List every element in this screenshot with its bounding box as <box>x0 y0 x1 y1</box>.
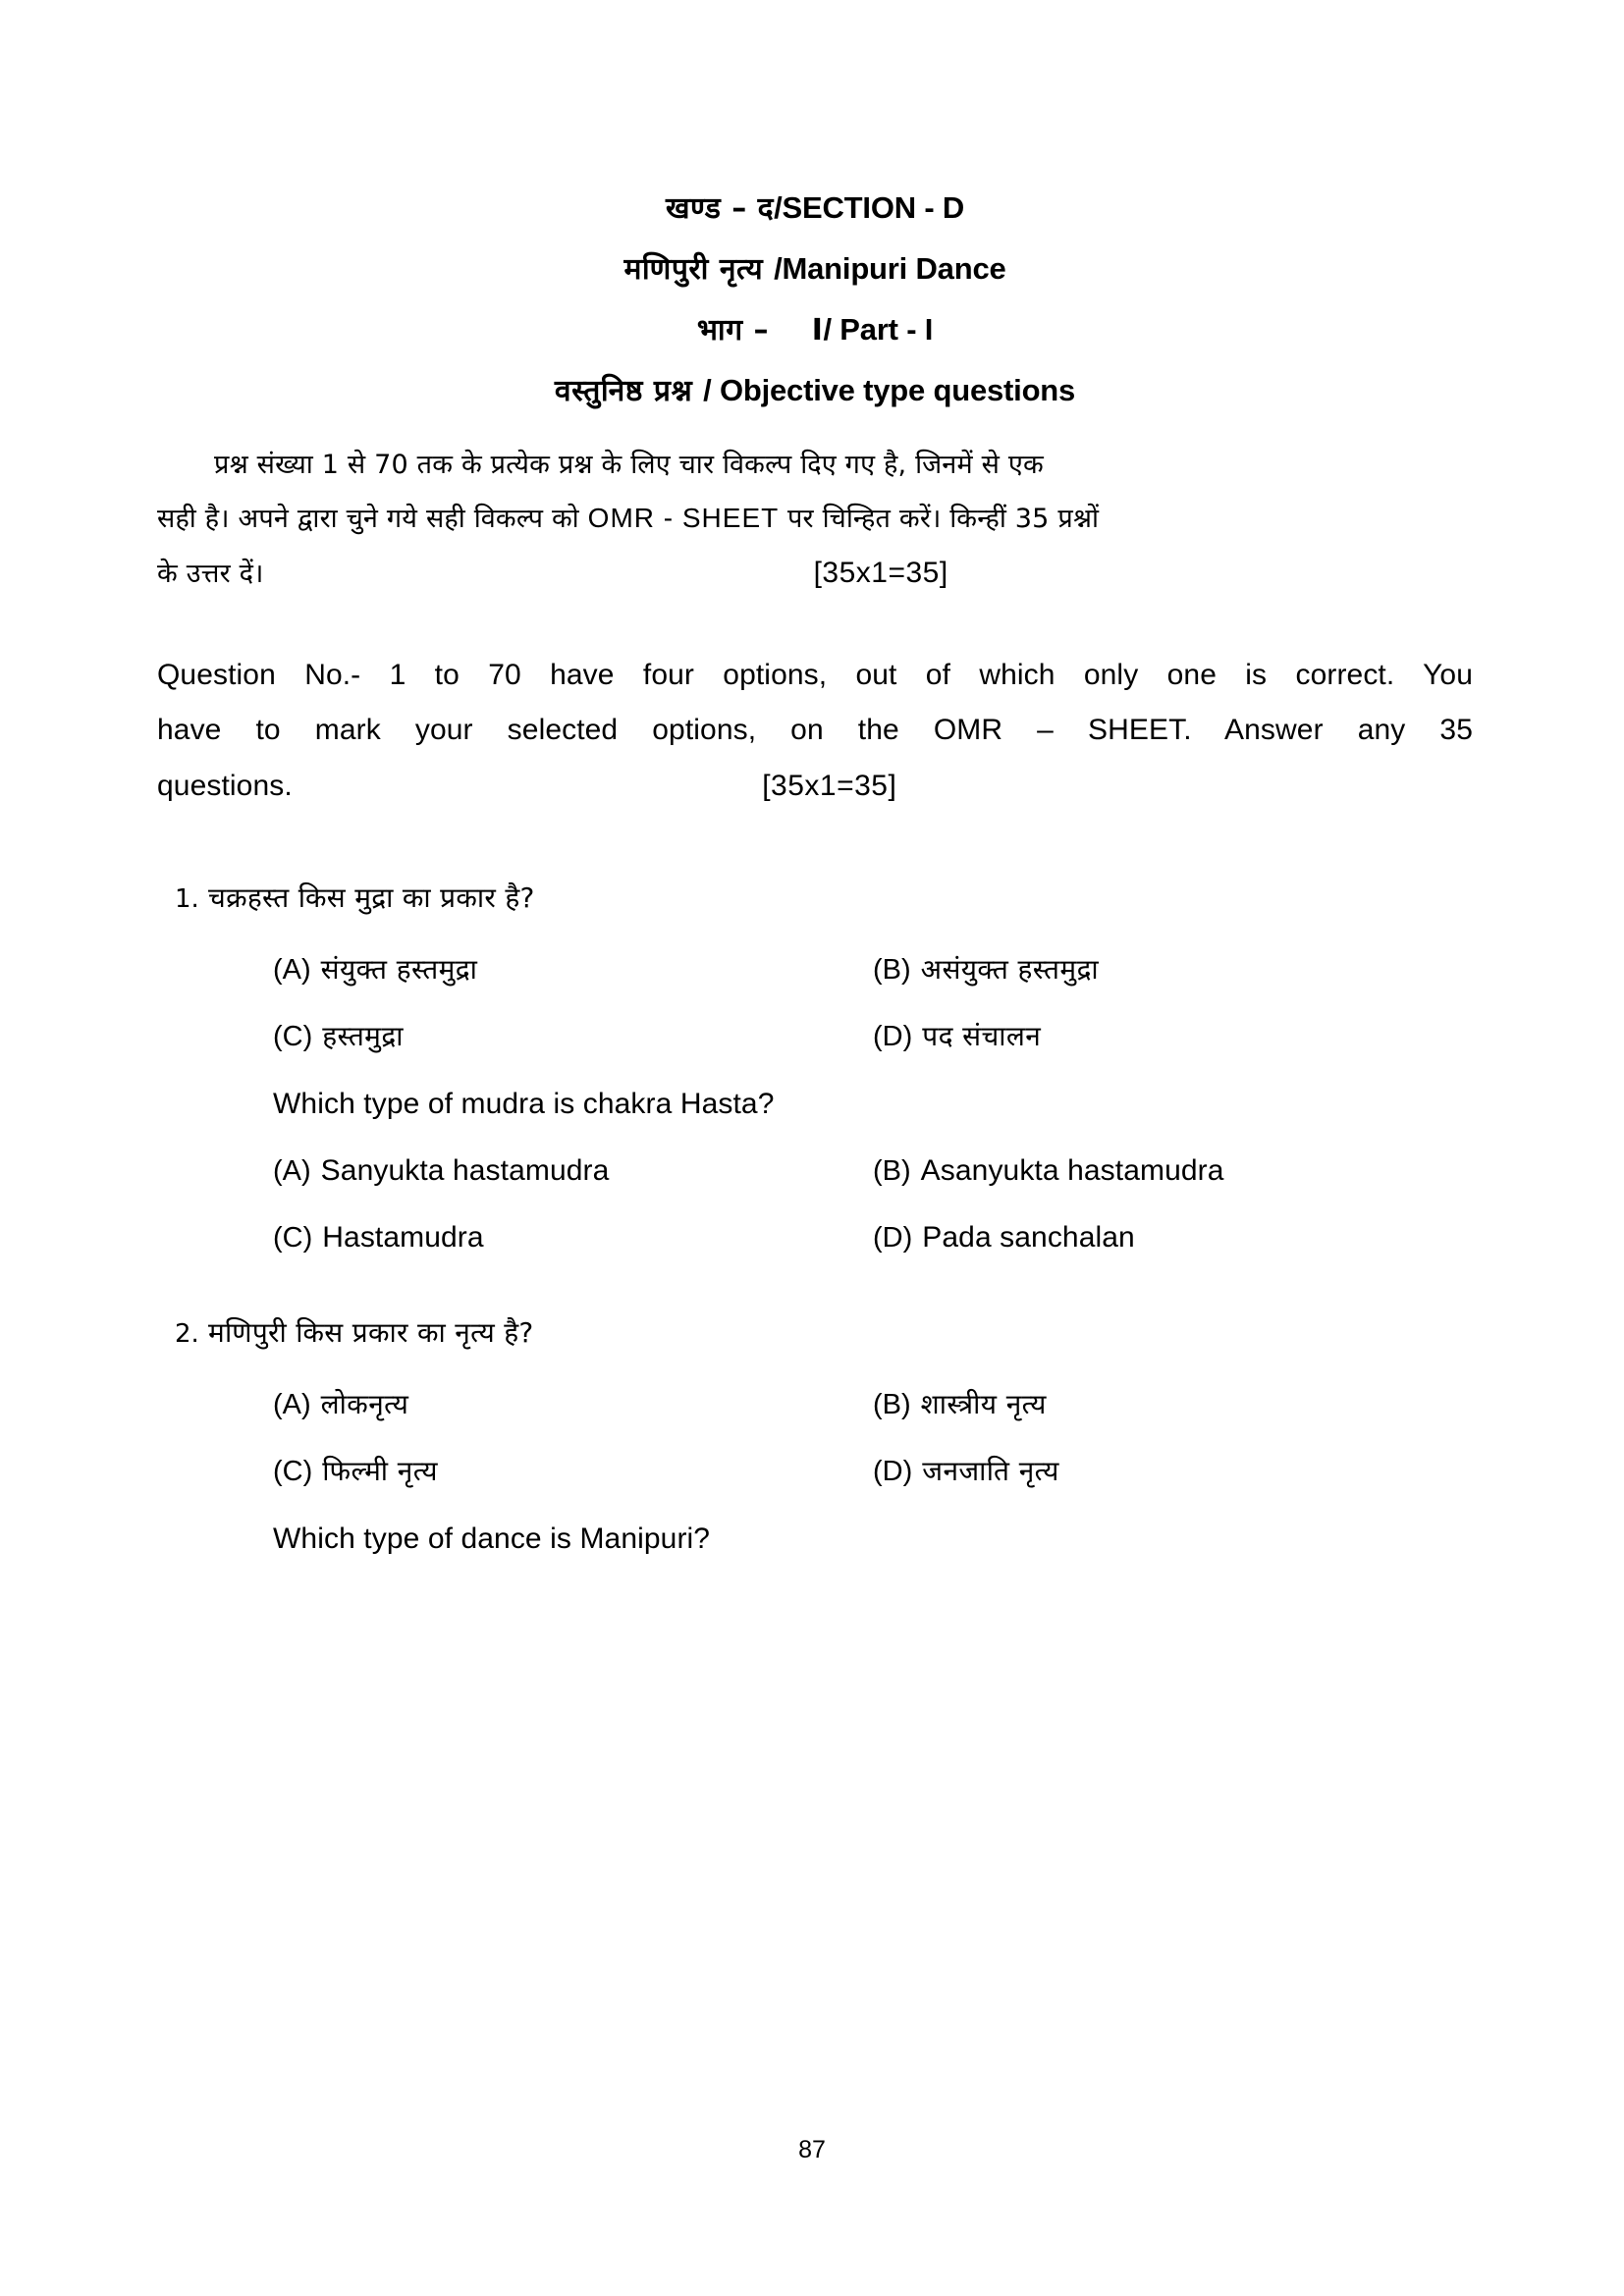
option-row <box>273 1452 1473 1489</box>
option-b-label: (B) <box>873 1389 911 1421</box>
question-text-hindi: मणिपुरी किस प्रकार का नृत्य है? <box>208 1316 534 1350</box>
option-row <box>273 1221 1473 1255</box>
option-d-label: (D) <box>873 1222 913 1255</box>
section-heading-english: SECTION - D <box>782 190 965 225</box>
option-b-label: (B) <box>873 954 911 987</box>
section-heading-separator: / <box>774 190 783 225</box>
option-a-text: लोकनृत्य <box>320 1388 409 1421</box>
option-row <box>273 950 1473 988</box>
subject-heading-hindi: मणिपुरी नृत्य <box>623 252 775 287</box>
option-a-text: Sanyukta hastamudra <box>320 1154 610 1188</box>
option-a-label: (A) <box>273 1155 311 1188</box>
option-b-english[interactable] <box>873 1154 1473 1188</box>
option-row <box>273 1017 1473 1054</box>
page-number: 87 <box>798 2136 826 2163</box>
subject-heading <box>157 253 1473 285</box>
instructions-english-line-3: questions. <box>157 769 293 802</box>
instructions-hindi <box>157 440 1473 603</box>
option-c-text: Hastamudra <box>322 1221 484 1255</box>
instructions-hindi-line-2-part-a: सही है। अपने द्वारा चुने गये सही विकल्प को <box>157 503 588 534</box>
paper-header <box>157 0 1473 406</box>
question-text-english: Which type of dance is Manipuri? <box>273 1522 711 1556</box>
option-a-english[interactable] <box>273 1154 873 1188</box>
option-row <box>273 1385 1473 1422</box>
option-a-hindi[interactable] <box>273 1385 873 1422</box>
option-b-text: Asanyukta hastamudra <box>920 1154 1224 1188</box>
instructions-english-line-2: have to mark your selected options, on the OMR – SHEET. Answer any 35 <box>157 714 1473 747</box>
option-a-label: (A) <box>273 1389 311 1421</box>
option-c-label: (C) <box>273 1222 313 1255</box>
section-heading <box>157 192 1473 224</box>
part-heading-hindi: भाग – I <box>696 313 824 347</box>
instructions-hindi-line-2 <box>157 504 1099 534</box>
part-heading-separator: / <box>823 312 832 347</box>
instructions-hindi-line-2-part-b: पर चिन्हित करें। किन्हीं 35 प्रश्नों <box>779 503 1100 534</box>
subject-heading-separator: / <box>774 251 783 286</box>
instructions-english <box>157 648 1473 814</box>
option-d-label: (D) <box>873 1456 913 1488</box>
options-hindi <box>273 950 1473 1054</box>
option-d-english[interactable] <box>873 1221 1473 1255</box>
option-b-hindi[interactable] <box>873 950 1473 988</box>
page-footer <box>0 2136 1624 2164</box>
option-a-label: (A) <box>273 954 311 987</box>
option-c-hindi[interactable] <box>273 1452 873 1489</box>
question-heading <box>157 1313 1473 1352</box>
question-text-english: Which type of mudra is chakra Hasta? <box>273 1088 775 1121</box>
option-d-hindi[interactable] <box>873 1452 1473 1489</box>
subject-heading-english: Manipuri Dance <box>782 251 1006 286</box>
option-c-text: फिल्मी नृत्य <box>322 1455 438 1488</box>
part-heading-english: Part - I <box>831 312 934 347</box>
instructions-hindi-line-3: के उत्तर दें। <box>157 559 264 590</box>
question-number: 1. <box>175 883 199 914</box>
option-d-text: पद संचालन <box>922 1020 1042 1053</box>
instructions-hindi-line-1: प्रश्न संख्या 1 से 70 तक के प्रत्येक प्रश्न के लिए चार विकल्प दिए गए है, जिनमें से एक <box>214 450 1044 480</box>
option-a-hindi[interactable] <box>273 950 873 988</box>
question-heading <box>157 879 1473 917</box>
objective-heading-hindi: वस्तुनिष्ठ प्रश्न <box>554 374 704 408</box>
option-c-english[interactable] <box>273 1221 873 1255</box>
option-b-text: शास्त्रीय नृत्य <box>920 1388 1047 1421</box>
option-c-text: हस्तमुद्रा <box>322 1020 404 1053</box>
option-c-hindi[interactable] <box>273 1017 873 1054</box>
instructions-english-line-3-row <box>157 759 1473 814</box>
option-row <box>273 1154 1473 1188</box>
question-block <box>157 879 1473 1255</box>
option-a-text: संयुक्त हस्तमुद्रा <box>320 953 478 987</box>
option-c-label: (C) <box>273 1456 313 1488</box>
option-b-hindi[interactable] <box>873 1385 1473 1422</box>
instructions-english-line-1: Question No.- 1 to 70 have four options, out of which only one is correct. You <box>157 658 1473 691</box>
option-b-text: असंयुक्त हस्तमुद्रा <box>920 953 1100 987</box>
option-d-hindi[interactable] <box>873 1017 1473 1054</box>
objective-heading-separator: / <box>703 373 712 407</box>
objective-heading <box>157 375 1473 406</box>
marks-allocation-hindi: [35x1=35] <box>813 557 948 590</box>
part-heading <box>157 314 1473 346</box>
option-c-label: (C) <box>273 1021 313 1053</box>
section-heading-hindi: खण्ड – द <box>665 191 775 226</box>
question-text-hindi: चक्रहस्त किस मुद्रा का प्रकार है? <box>208 881 535 914</box>
question-block <box>157 1313 1473 1560</box>
omr-sheet-label-hindi: OMR - SHEET <box>587 502 780 533</box>
objective-heading-english: Objective type questions <box>711 373 1076 407</box>
option-d-label: (D) <box>873 1021 913 1053</box>
option-b-label: (B) <box>873 1155 911 1188</box>
option-d-text: Pada sanchalan <box>922 1221 1135 1255</box>
instructions-hindi-line-3-row <box>157 545 1473 603</box>
options-english <box>273 1154 1473 1255</box>
option-d-text: जनजाति नृत्य <box>922 1455 1059 1488</box>
question-number: 2. <box>175 1319 199 1350</box>
questions-list <box>157 879 1473 1560</box>
options-hindi <box>273 1385 1473 1489</box>
page-content <box>157 0 1473 1589</box>
marks-allocation-english: [35x1=35] <box>762 769 897 802</box>
question-spacer <box>157 1288 1473 1313</box>
